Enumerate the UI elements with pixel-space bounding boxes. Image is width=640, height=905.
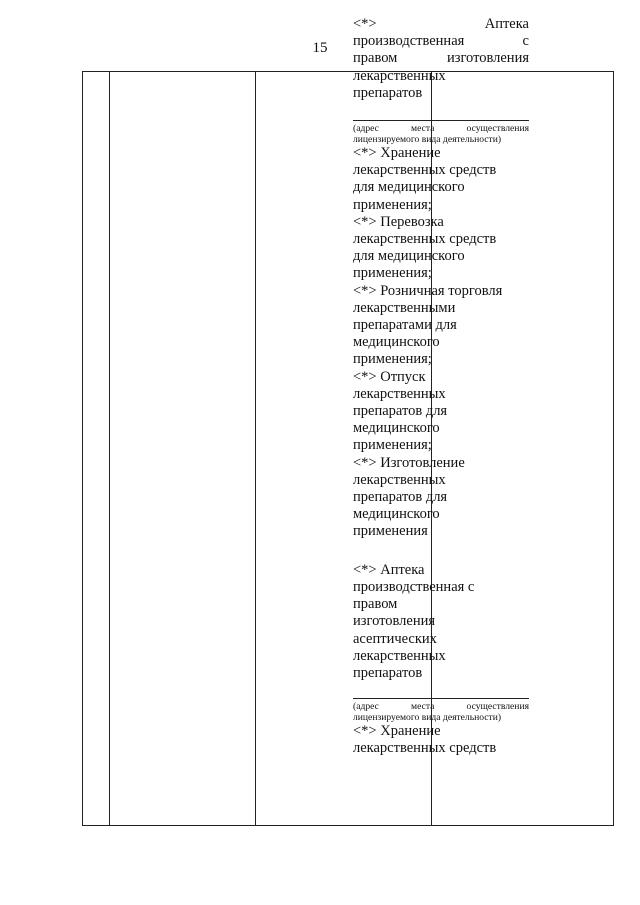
block1-title-line: <*> Аптека [353,16,529,32]
license-table [82,71,614,826]
activity-line: <*> Хранение [353,723,441,740]
address-caption-line: (адрес места осуществления [353,123,529,135]
activity-line: <*> Хранение [353,145,441,162]
address-caption [353,698,529,723]
block2-title [353,562,529,682]
activity-line: медицинского [353,420,440,437]
activity-line: лекарственных средств [353,162,497,179]
page-number: 15 [312,40,328,56]
block2-title-line: асептических [353,630,437,647]
activity-cell [353,16,529,758]
activity-line: для медицинского [353,248,465,265]
activity-line: <*> Изготовление [353,454,465,471]
activity-line: применения; [353,437,432,454]
address-caption-line: лицензируемого вида деятельности) [353,134,502,146]
activity-line: препаратов для [353,489,448,506]
activity-line: лекарственных средств [353,740,497,757]
block2-title-line: изготовления [353,613,436,630]
column-divider [255,72,256,825]
activity-line: <*> Отпуск [353,368,426,385]
address-caption-line: лицензируемого вида деятельности) [353,712,502,724]
activity-line: <*> Розничная торговля [353,282,503,299]
address-caption-line: (адрес места осуществления [353,701,529,713]
activity-line: для медицинского [353,179,465,196]
activity-line: применения; [353,351,432,368]
activity-line: лекарственных [353,385,446,402]
block2-title-line: препаратов [353,664,423,681]
activity-line: применения; [353,265,432,282]
activity-line: препаратов для [353,403,448,420]
block2-title-line: производственная с [353,578,475,595]
activity-list [353,145,529,541]
block2-title-line: <*> Аптека [353,561,425,578]
block2-title-line: лекарственных [353,647,446,664]
activity-line: лекарственных средств [353,231,497,248]
activity-list [353,723,529,757]
block1-title-line: правом изготовления [353,50,529,67]
activity-line: препаратами для [353,317,457,334]
activity-line: лекарственных [353,471,446,488]
activity-line: применения [353,523,428,540]
block2-title-line: правом [353,596,398,613]
block1-title-line: производственная с [353,33,529,50]
activity-line: лекарственными [353,299,456,316]
activity-line: медицинского [353,506,440,523]
block1-title-line: препаратов [353,84,423,101]
activity-line: <*> Перевозка [353,213,444,230]
column-divider [109,72,110,825]
activity-line: медицинского [353,334,440,351]
activity-line: применения; [353,196,432,213]
block1-title-line: лекарственных [353,67,446,84]
address-caption [353,120,529,145]
